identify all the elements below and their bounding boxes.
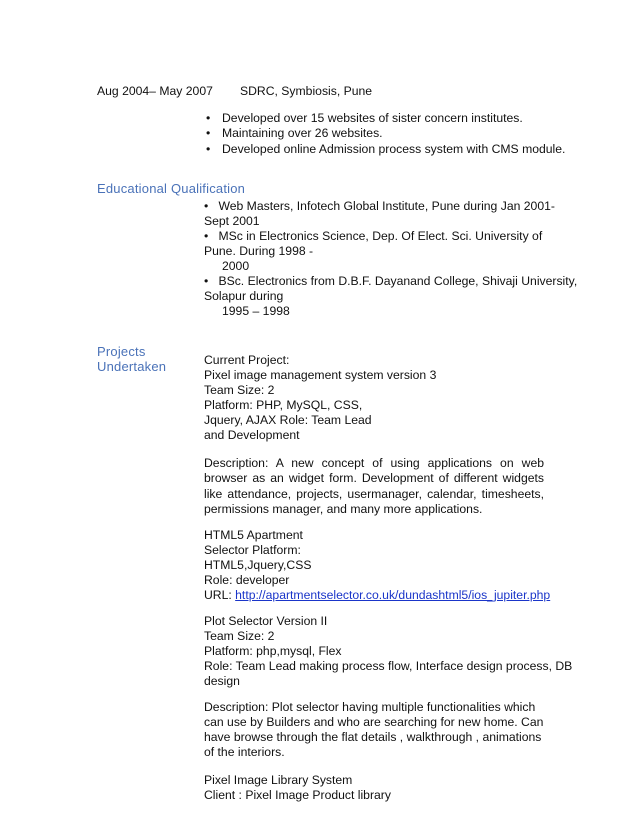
bullet-icon: • bbox=[206, 126, 211, 141]
bullet-icon: • bbox=[206, 141, 211, 156]
project-url-link[interactable]: http://apartmentselector.co.uk/dundashtml5/ios_jupiter.php bbox=[235, 588, 551, 602]
project-line: and Development bbox=[204, 428, 300, 442]
bullet-icon: • bbox=[206, 111, 211, 125]
list-item: • Developed online Admission process system with CMS module. bbox=[206, 141, 566, 156]
education-item-1: • Web Masters, Infotech Global Institute, Pune during Jan 2001- bbox=[204, 199, 555, 213]
project-line: Role: Team Lead making process flow, Interface design process, DB bbox=[204, 659, 573, 673]
bullet-icon: • bbox=[204, 199, 209, 213]
project-line: Jquery, AJAX Role: Team Lead bbox=[204, 413, 372, 427]
education-item-2-cont: Pune. During 1998 - bbox=[204, 244, 314, 258]
job-bullet-list bbox=[204, 111, 565, 157]
education-heading: Educational Qualification bbox=[97, 181, 246, 196]
description-line: have browse through the flat details , walkthrough , animations bbox=[204, 730, 542, 744]
project-line: Pixel image management system version 3 bbox=[204, 368, 437, 382]
list-item: • Developed over 15 websites of sister concern institutes. bbox=[206, 111, 523, 125]
bullet-icon: • bbox=[204, 274, 209, 288]
education-item-2: • MSc in Electronics Science, Dep. Of Elect. Sci. University of bbox=[204, 229, 543, 243]
education-item-3-cont: Solapur during bbox=[204, 289, 284, 303]
project-line: Client : Pixel Image Product library bbox=[204, 788, 391, 802]
project-line: Team Size: 2 bbox=[204, 383, 275, 397]
project-line: Current Project: bbox=[204, 353, 290, 367]
project-line: HTML5,Jquery,CSS bbox=[204, 558, 312, 572]
project-line: Pixel Image Library System bbox=[204, 773, 353, 787]
description-line: of the interiors. bbox=[204, 745, 285, 759]
project-line: design bbox=[204, 674, 240, 688]
project-line: HTML5 Apartment bbox=[204, 528, 303, 542]
projects-heading: Projects Undertaken bbox=[97, 344, 167, 374]
list-item: • Maintaining over 26 websites. bbox=[206, 126, 383, 141]
project-line: Selector Platform: bbox=[204, 543, 301, 557]
project-line: Role: developer bbox=[204, 573, 290, 587]
job-organization: SDRC, Symbiosis, Pune bbox=[240, 84, 373, 98]
project-line: Plot Selector Version II bbox=[204, 614, 328, 628]
current-project-description: Description: A new concept of using applications on web browser as an widget form. Development of different widgets like attendance, projects, usermanager, calendar, timesheets, permissions manager, and many more applications. bbox=[204, 456, 544, 516]
project-url-line bbox=[204, 588, 550, 603]
education-item-2-year: 2000 bbox=[222, 259, 250, 273]
url-label: URL: bbox=[204, 588, 236, 602]
job-date: Aug 2004– May 2007 bbox=[97, 84, 213, 98]
description-line: can use by Builders and who are searching for new home. Can bbox=[204, 715, 544, 729]
education-item-3: • BSc. Electronics from D.B.F. Dayanand College, Shivaji University, bbox=[204, 274, 578, 288]
project-line: Team Size: 2 bbox=[204, 629, 275, 643]
bullet-icon: • bbox=[204, 229, 209, 243]
project-line: Platform: PHP, MySQL, CSS, bbox=[204, 398, 363, 412]
education-item-1-cont: Sept 2001 bbox=[204, 214, 260, 228]
description-line: Description: Plot selector having multiple functionalities which bbox=[204, 700, 536, 714]
project-line: Platform: php,mysql, Flex bbox=[204, 644, 342, 658]
education-item-3-year: 1995 – 1998 bbox=[222, 304, 290, 318]
